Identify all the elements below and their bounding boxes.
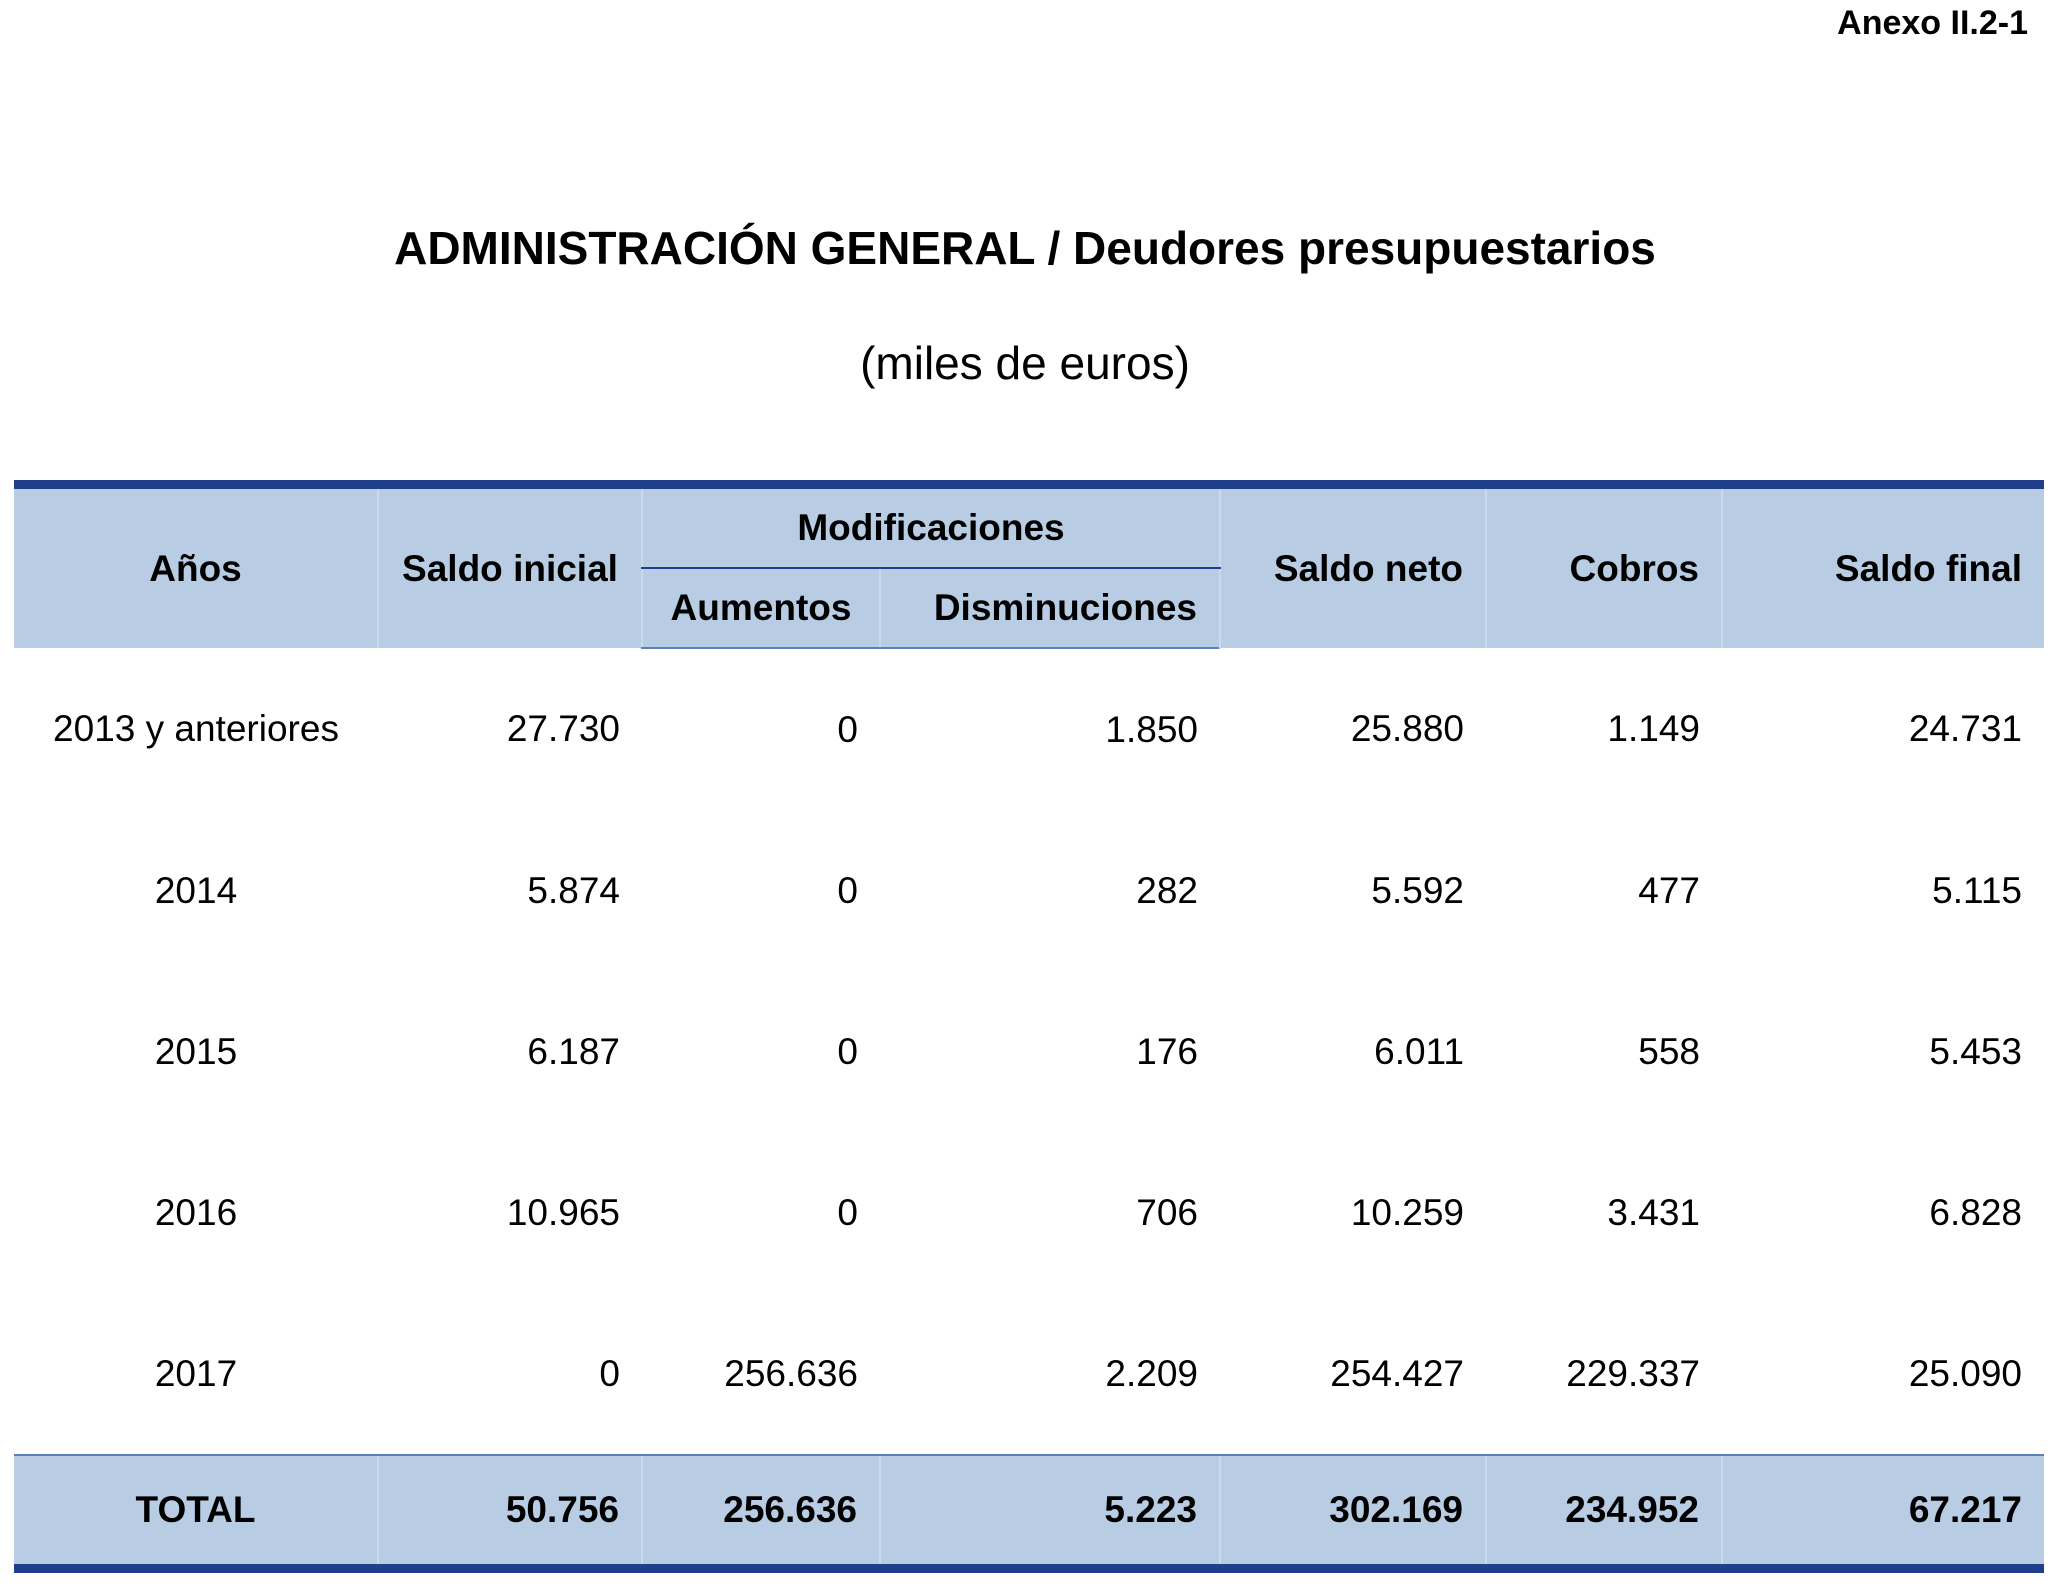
- header-years: Años: [14, 485, 378, 649]
- cell-year: 2017: [154, 1352, 238, 1394]
- cell-collections: 229.337: [1566, 1352, 1700, 1394]
- cell-net: 25.880: [1350, 708, 1464, 749]
- cell-increases: 0: [837, 1191, 858, 1233]
- cell-collections: 558: [1638, 1030, 1700, 1072]
- header-modifications: Modificaciones: [642, 485, 1220, 569]
- table-header: [14, 485, 2044, 649]
- debtors-table: [14, 480, 2044, 1573]
- cell-initial: 5.874: [527, 869, 620, 911]
- total-decreases: 5.223: [880, 1455, 1220, 1569]
- header-collections: Cobros: [1486, 485, 1722, 649]
- cell-decreases: 1.850: [1105, 708, 1198, 750]
- table-body: [14, 648, 2044, 1455]
- cell-decreases: 2.209: [1105, 1352, 1198, 1394]
- cell-increases: 0: [837, 869, 858, 911]
- total-net: 302.169: [1220, 1455, 1486, 1569]
- header-decreases: Disminuciones: [880, 568, 1220, 648]
- cell-net: 10.259: [1350, 1191, 1464, 1233]
- page-title: ADMINISTRACIÓN GENERAL / Deudores presupuestarios: [394, 222, 1656, 274]
- cell-initial: 6.187: [527, 1030, 620, 1072]
- total-final: 67.217: [1722, 1455, 2044, 1569]
- cell-initial: 0: [599, 1352, 620, 1394]
- cell-final: 24.731: [1908, 708, 2022, 749]
- total-row: [14, 1455, 2044, 1569]
- cell-collections: 3.431: [1607, 1191, 1700, 1233]
- cell-decreases: 282: [1136, 869, 1198, 911]
- cell-increases: 256.636: [724, 1352, 858, 1394]
- table-row: [14, 1293, 2044, 1455]
- annex-label: Anexo II.2-1: [1837, 4, 2028, 42]
- cell-year: 2015: [154, 1030, 238, 1072]
- cell-final: 5.453: [1929, 1030, 2022, 1072]
- table-row: [14, 810, 2044, 971]
- total-collections: 234.952: [1486, 1455, 1722, 1569]
- cell-collections: 1.149: [1607, 708, 1700, 749]
- cell-year: 2016: [154, 1191, 238, 1233]
- cell-final: 25.090: [1908, 1352, 2022, 1394]
- header-net-balance: Saldo neto: [1220, 485, 1486, 649]
- cell-initial: 10.965: [506, 1191, 620, 1233]
- cell-initial: 27.730: [506, 708, 620, 749]
- header-final-balance: Saldo final: [1722, 485, 2044, 649]
- cell-increases: 0: [837, 708, 858, 750]
- cell-net: 6.011: [1374, 1030, 1464, 1072]
- cell-increases: 0: [837, 1030, 858, 1072]
- cell-decreases: 706: [1136, 1191, 1198, 1233]
- page-subtitle: (miles de euros): [860, 337, 1190, 389]
- cell-year: 2013 y anteriores: [53, 708, 339, 749]
- total-label: TOTAL: [14, 1455, 378, 1569]
- cell-net: 254.427: [1330, 1352, 1464, 1394]
- table-row: [14, 1132, 2044, 1293]
- total-increases: 256.636: [642, 1455, 880, 1569]
- cell-collections: 477: [1638, 869, 1700, 911]
- cell-year: 2014: [154, 869, 238, 911]
- cell-final: 5.115: [1932, 869, 2022, 911]
- table-total: [14, 1455, 2044, 1569]
- table-row: [14, 971, 2044, 1132]
- header-initial-balance: Saldo inicial: [378, 485, 642, 649]
- total-initial: 50.756: [378, 1455, 642, 1569]
- cell-final: 6.828: [1929, 1191, 2022, 1233]
- header-increases: Aumentos: [642, 568, 880, 648]
- cell-decreases: 176: [1136, 1030, 1198, 1072]
- table-row: [14, 648, 2044, 810]
- cell-net: 5.592: [1371, 869, 1464, 911]
